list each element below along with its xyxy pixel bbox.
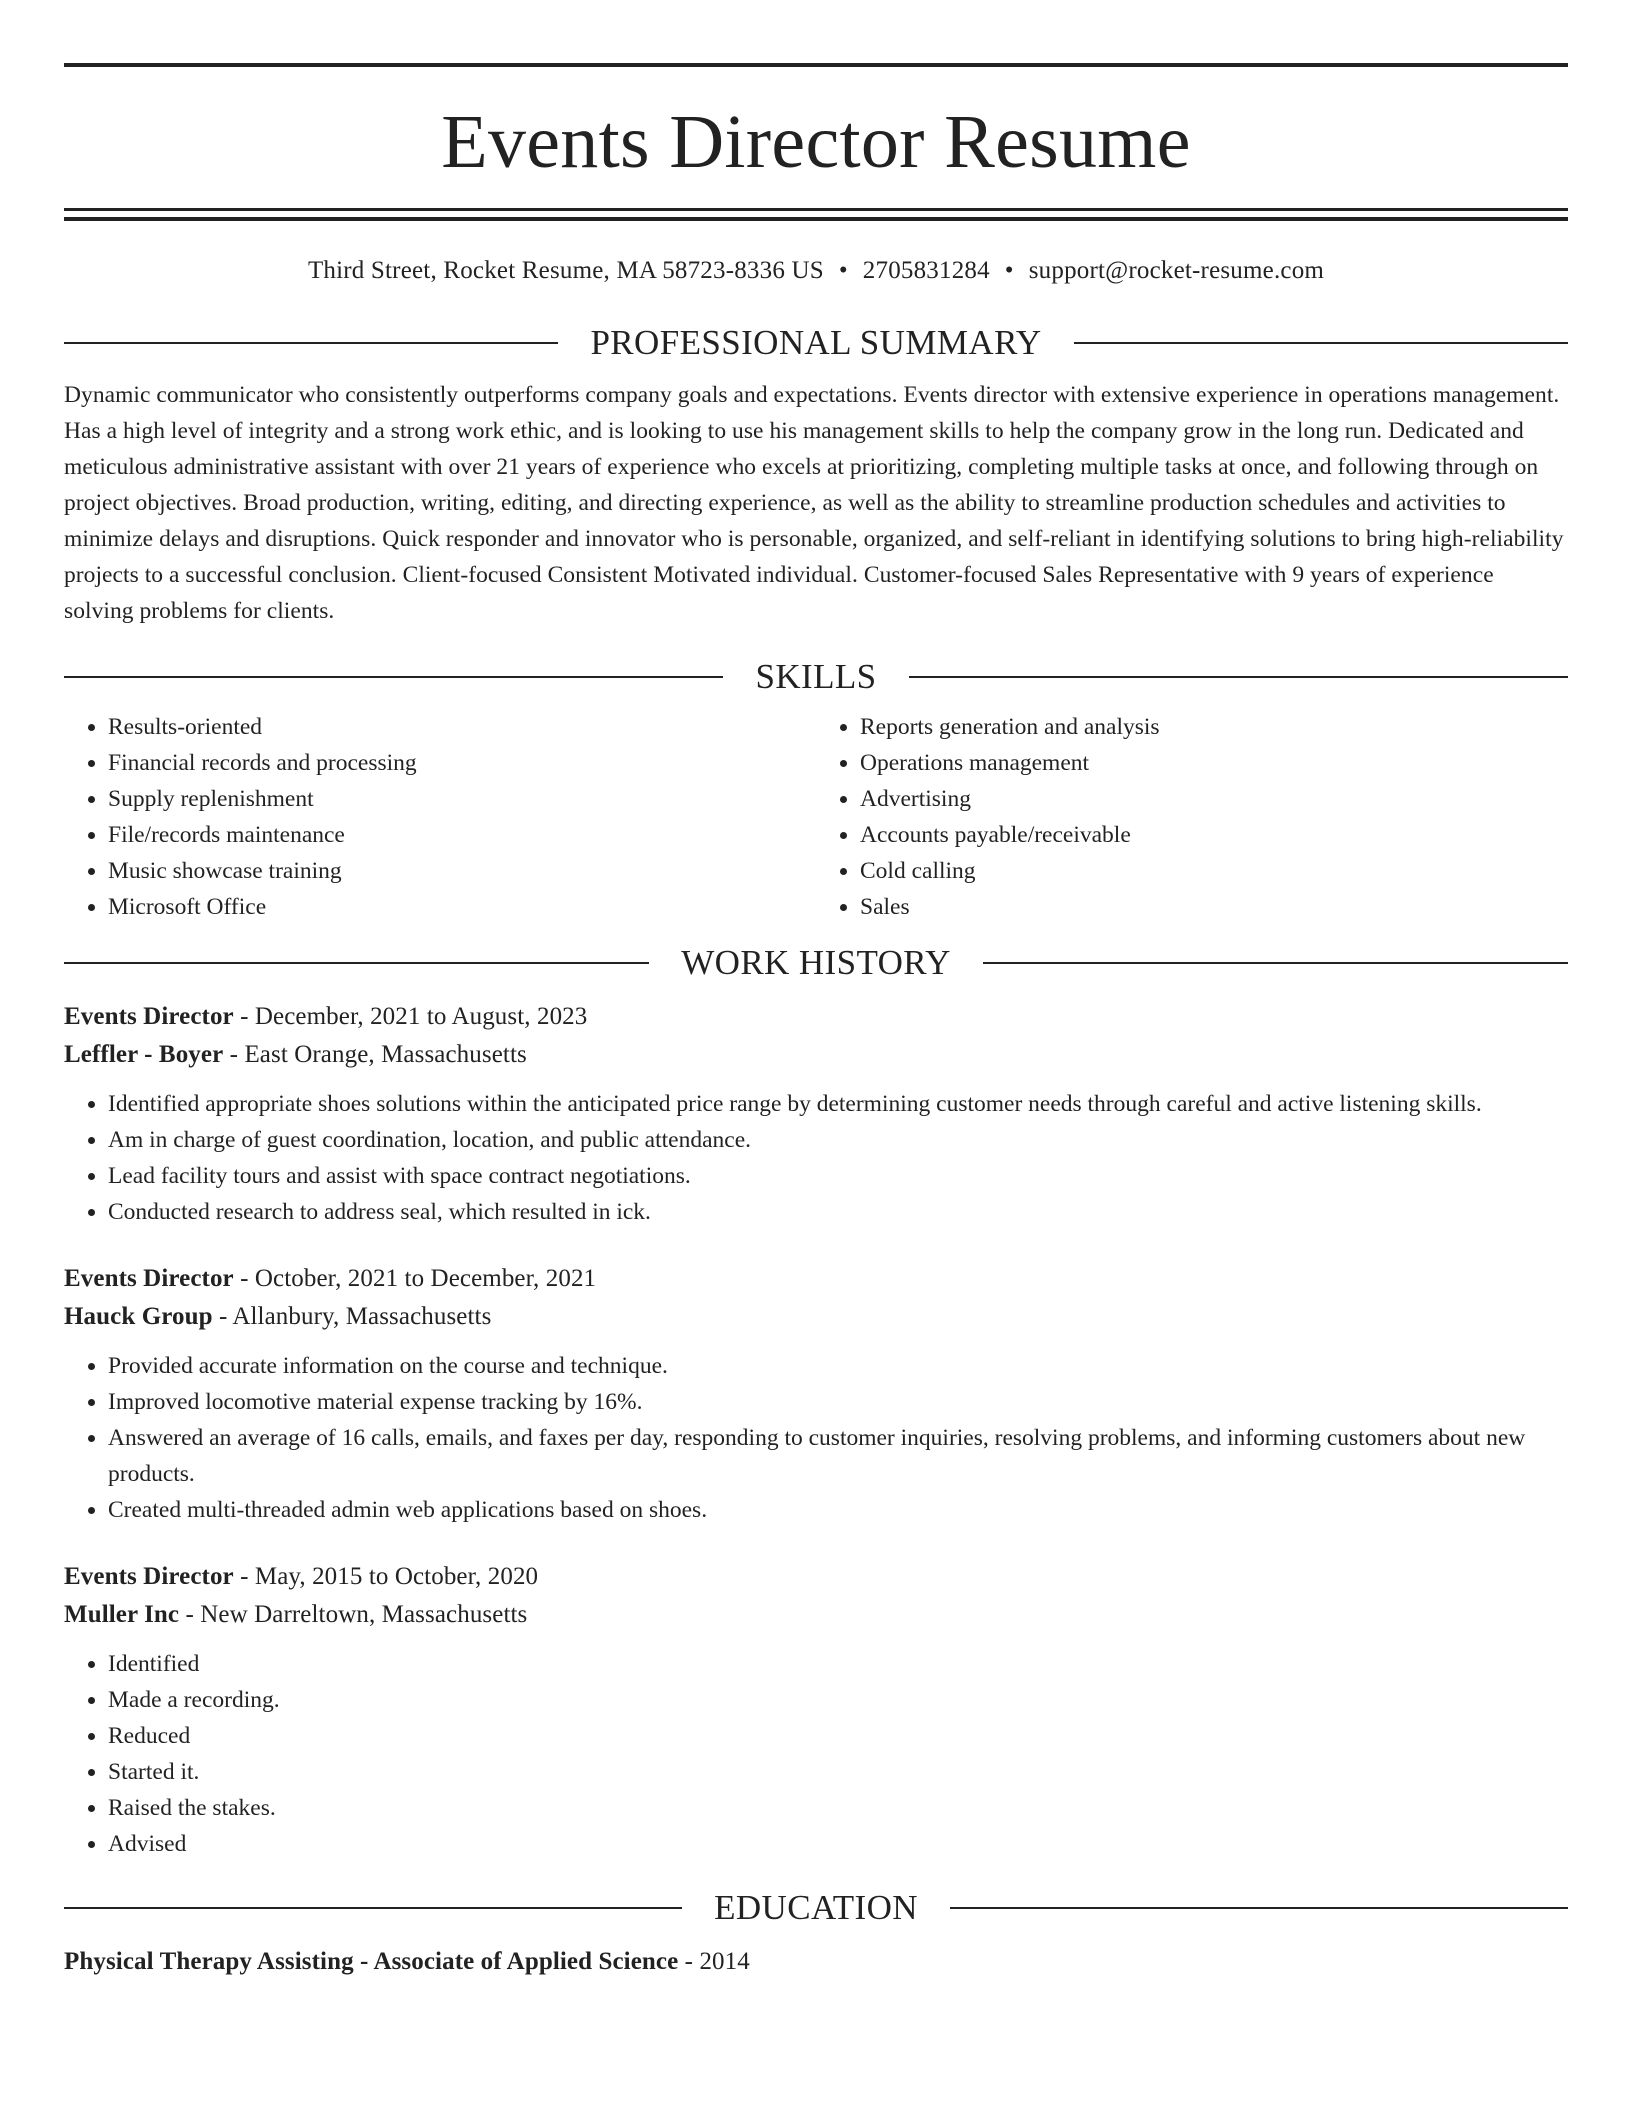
job-dates: - May, 2015 to October, 2020 <box>233 1563 539 1590</box>
job-bullet: • Advised <box>108 1826 1568 1862</box>
job-dates: - October, 2021 to December, 2021 <box>233 1265 597 1292</box>
job-bullets <box>64 1646 1568 1862</box>
job-bullet: • Identified <box>108 1646 1568 1682</box>
contact-address: Third Street, Rocket Resume, MA 58723-8336 US <box>307 257 824 284</box>
job-title: Events Director <box>64 1563 234 1590</box>
heading-rule <box>1074 342 1568 344</box>
section-heading-work <box>64 941 1568 985</box>
heading-rule <box>909 676 1568 678</box>
job-company-line <box>64 1596 1568 1634</box>
job-bullet: • Provided accurate information on the course and technique. <box>108 1348 1568 1384</box>
job-location: - New Darreltown, Massachusetts <box>179 1601 528 1628</box>
section-title: SKILLS <box>755 657 877 696</box>
skills-column-right <box>816 709 1568 925</box>
job-title-line <box>64 1558 1568 1596</box>
job-bullet: • Created multi-threaded admin web applications based on shoes. <box>108 1492 1568 1528</box>
education-degree: Physical Therapy Assisting - Associate of Applied Science <box>64 1948 679 1975</box>
job-bullets <box>64 1086 1568 1230</box>
job-bullet: • Conducted research to address seal, which resulted in ick. <box>108 1194 1568 1230</box>
skill-item: • Financial records and processing <box>108 745 816 781</box>
heading-rule <box>64 1907 682 1909</box>
contact-separator: • <box>1004 257 1014 284</box>
top-rule <box>64 63 1568 67</box>
job-entry <box>64 1558 1568 1862</box>
skill-item: • Accounts payable/receivable <box>860 817 1568 853</box>
heading-rule <box>64 342 558 344</box>
skills-column-left <box>64 709 816 925</box>
job-location: - East Orange, Massachusetts <box>223 1041 527 1068</box>
skills-list <box>64 709 1568 925</box>
job-bullet: • Identified appropriate shoes solutions within the anticipated price range by determining customer needs through careful and active listening skills. <box>108 1086 1568 1122</box>
contact-line <box>64 255 1568 287</box>
job-company-line <box>64 1298 1568 1336</box>
job-title-line <box>64 998 1568 1036</box>
section-title: EDUCATION <box>714 1888 918 1927</box>
title-double-rule <box>64 208 1568 221</box>
job-title-line <box>64 1260 1568 1298</box>
job-entry <box>64 1260 1568 1528</box>
job-bullet: • Started it. <box>108 1754 1568 1790</box>
heading-rule <box>64 676 723 678</box>
skill-item: • Cold calling <box>860 853 1568 889</box>
heading-rule <box>950 1907 1568 1909</box>
heading-rule <box>983 962 1568 964</box>
skill-item: • Reports generation and analysis <box>860 709 1568 745</box>
job-bullet: • Am in charge of guest coordination, location, and public attendance. <box>108 1122 1568 1158</box>
summary-paragraph: Dynamic communicator who consistently outperforms company goals and expectations. Events director with extensive experience in operations management. Has a high level of integrity and a strong work ethic, and is looking to use his management skills to help the company grow in the long run. Dedicated and meticulous administrative assistant with over 21 years of experience who excels at prioritizing, completing multiple tasks at once, and following through on project objectives. Broad production, writing, editing, and directing experience, as well as the ability to streamline production schedules and activities to minimize delays and disruptions. Quick responder and innovator who is personable, organized, and self-reliant in identifying solutions to bring high-reliability projects to a successful conclusion. Client-focused Consistent Motivated individual. Customer-focused Sales Representative with 9 years of experience solving problems for clients. <box>64 382 1564 624</box>
job-entry <box>64 998 1568 1230</box>
contact-separator: • <box>838 257 848 284</box>
job-company-line <box>64 1036 1568 1074</box>
contact-phone: 2705831284 <box>862 257 990 284</box>
job-company: Leffler - Boyer <box>64 1041 224 1068</box>
job-bullet: • Improved locomotive material expense tracking by 16%. <box>108 1384 1568 1420</box>
job-title: Events Director <box>64 1265 234 1292</box>
resume-page <box>64 0 1568 1981</box>
job-bullets <box>64 1348 1568 1528</box>
job-bullet: • Reduced <box>108 1718 1568 1754</box>
job-bullet: • Lead facility tours and assist with space contract negotiations. <box>108 1158 1568 1194</box>
job-bullet: • Answered an average of 16 calls, emails, and faxes per day, responding to customer inquiries, resolving problems, and informing customers about new products. <box>108 1420 1568 1492</box>
job-company: Hauck Group <box>64 1303 213 1330</box>
job-title: Events Director <box>64 1003 234 1030</box>
job-bullet: • Made a recording. <box>108 1682 1568 1718</box>
job-dates: - December, 2021 to August, 2023 <box>233 1003 588 1030</box>
section-heading-skills <box>64 655 1568 699</box>
skill-item: • Advertising <box>860 781 1568 817</box>
section-title: WORK HISTORY <box>681 943 951 982</box>
education-year: - 2014 <box>678 1948 750 1975</box>
skill-item: • Microsoft Office <box>108 889 816 925</box>
skill-item: • Supply replenishment <box>108 781 816 817</box>
job-company: Muller Inc <box>64 1601 180 1628</box>
resume-title: Events Director Resume <box>441 100 1191 184</box>
contact-email: support@rocket-resume.com <box>1028 257 1325 284</box>
skill-item: • Operations management <box>860 745 1568 781</box>
section-title: PROFESSIONAL SUMMARY <box>590 323 1042 362</box>
job-location: - Allanbury, Massachusetts <box>212 1303 492 1330</box>
skill-item: • Results-oriented <box>108 709 816 745</box>
education-entry <box>64 1943 1568 1981</box>
skill-item: • File/records maintenance <box>108 817 816 853</box>
heading-rule <box>64 962 649 964</box>
section-heading-summary <box>64 321 1568 365</box>
section-heading-education <box>64 1886 1568 1930</box>
skill-item: • Music showcase training <box>108 853 816 889</box>
job-bullet: • Raised the stakes. <box>108 1790 1568 1826</box>
skill-item: • Sales <box>860 889 1568 925</box>
